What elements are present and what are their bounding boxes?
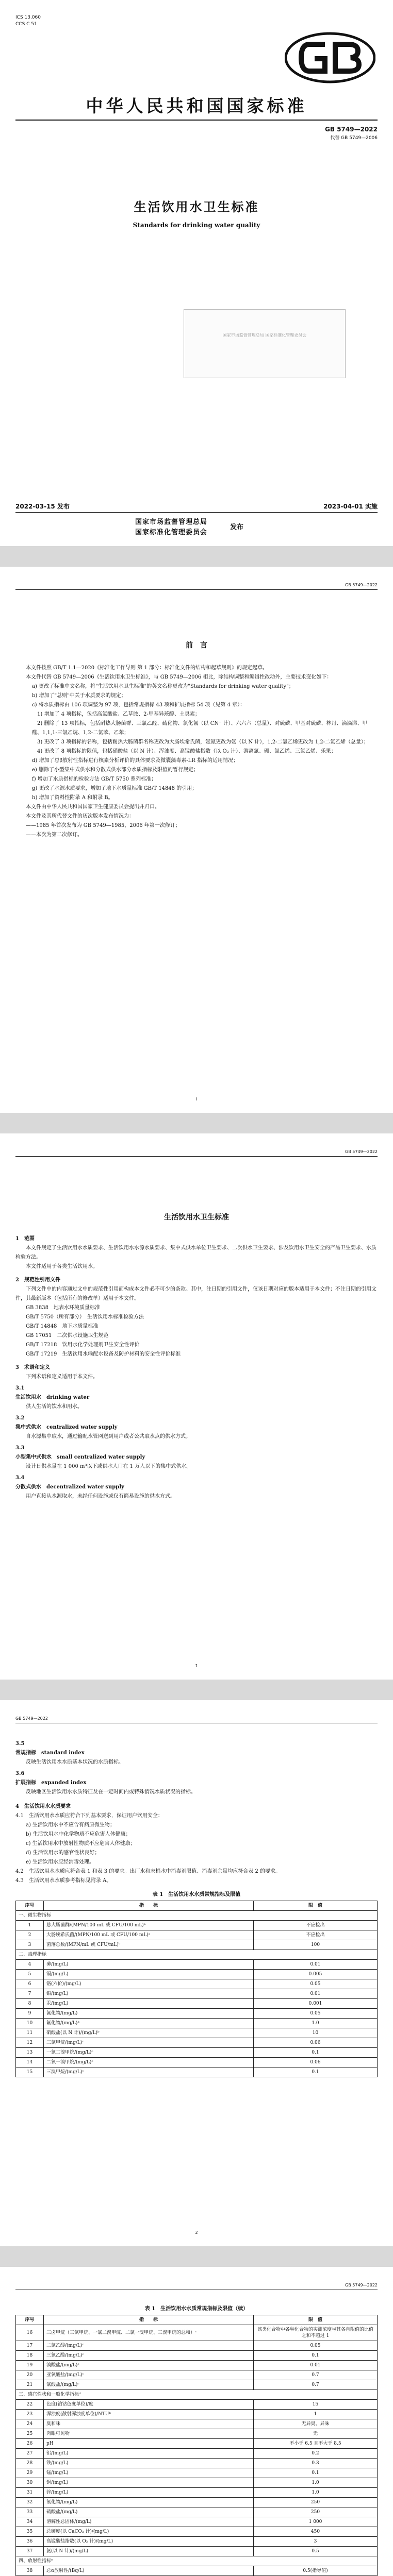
table-header: 序号 <box>16 1901 44 1911</box>
table-row: 11 硝酸盐(以 N 计)/(mg/L)ᵇ 10 <box>16 2028 378 2038</box>
foreword-page <box>0 567 393 1113</box>
table-section: 三、感官性状和一般化学指标ᵈ <box>16 2390 378 2400</box>
term-entry <box>15 1739 378 1767</box>
term-en: standard index <box>41 1750 85 1756</box>
section-2-para: 下列文件中的内容通过文中的规范性引用而构成本文件必不可少的条款。其中，注日期的引用文件，仅该日期对应的版本适用于本文件；不注日期的引用文件，其最新版本（包括所有的修改单）适用于本文件。 <box>15 1286 376 1301</box>
term-cn: 常规指标 <box>15 1750 36 1756</box>
section-4-title: 4 生活饮用水水质要求 <box>15 1804 71 1809</box>
seal-box <box>184 309 346 378</box>
implement-date: 2023-04-01 实施 <box>323 503 378 510</box>
term-entry <box>15 1473 378 1501</box>
table-row: 4 砷/(mg/L) 0.01 <box>16 1960 378 1970</box>
foreword-item: f) 增加了水质指标的检验方法 GB/T 5750 系列标准； <box>32 776 157 782</box>
term-entry <box>15 1769 378 1797</box>
table-row: 25 肉眼可见物 无 <box>16 2429 378 2439</box>
standard-title-cn: 生活饮用水卫生标准 <box>134 199 259 214</box>
section-2-title: 2 规范性引用文件 <box>15 1277 60 1283</box>
foreword-item: 3) 更改了 3 项指标的名称，包括耐热大肠菌群名称更改为大肠埃希氏菌，氨氮更改为氨（以 N 计），1,2-二氯乙烯更改为 1,2-二氯乙烯（总量）； <box>32 739 369 745</box>
foreword-para-4: 本文件及其所代替文件的历次版本发布情况为： <box>26 814 134 819</box>
table-row: 36 高锰酸盐指数(以 O₂ 计)/(mg/L) 3 <box>16 2537 378 2547</box>
term-en: small centralized water supply <box>57 1454 145 1460</box>
history-item: ——本次为第二次修订。 <box>26 832 83 838</box>
section-1-title: 1 范围 <box>15 1236 35 1242</box>
page-number: 1 <box>195 1664 198 1668</box>
table-1-continued <box>15 2315 378 2576</box>
term-en: decentralized water supply <box>46 1484 124 1490</box>
foreword-item: 2) 删除了 13 项指标，包括耐热大肠菌群、三氯乙醛、硫化物、氯化氰（以 CN⁻ 计）、六六六（总量）、对硫磷、甲基对硫磷、林丹、滴滴涕、甲醛、1,1,1-三氯乙烷、1,2-二氯苯、乙苯； <box>32 721 368 736</box>
foreword-body <box>15 664 378 840</box>
clause: 4.3 生活饮用水水质参考指标见附录 A。 <box>15 1878 112 1884</box>
term-no: 3.1 <box>15 1385 25 1391</box>
issuer-2: 国家标准化管理委员会 <box>135 529 208 536</box>
ccs-code: CCS C 51 <box>15 22 37 27</box>
term-en: drinking water <box>46 1395 90 1400</box>
page-number: I <box>195 1097 198 1101</box>
clause: 4.2 生活饮用水水质应符合表 1 和表 3 的要求。出厂水和末梢水中消毒剂限值、消毒剂余量均应符合表 2 的要求。 <box>15 1869 281 1874</box>
table-row: 1 总大肠菌群/(MPN/100 mL 或 CFU/100 mL)ᵃ 不应检出 <box>16 1921 378 1930</box>
page-header-code: GB 5749—2022 <box>345 2283 378 2287</box>
term-def: 设计日供水量在 1 000 m³以下或供水人口在 1 万人以下的集中式供水。 <box>26 1464 192 1469</box>
section-3-intro: 下列术语和定义适用于本文件。 <box>26 1374 98 1380</box>
table-row: 8 汞/(mg/L) 0.001 <box>16 1999 378 2009</box>
main-title: 生活饮用水卫生标准 <box>164 1213 229 1222</box>
term-entry <box>15 1414 378 1442</box>
ref-item: GB/T 5750（所有部分） 生活饮用水标准检验方法 <box>26 1314 144 1320</box>
ref-item: GB 17051 二次供水设施卫生规范 <box>26 1333 109 1338</box>
term-entry <box>15 1444 378 1471</box>
main-page-1 <box>0 1133 393 1680</box>
table-row: 19 溴酸盐/(mg/L)ᶜ 0.01 <box>16 2361 378 2370</box>
foreword-item: e) 删除了小型集中式供水和分散式供水部分水质指标及限值的暂行规定； <box>32 767 199 773</box>
page-number: 2 <box>195 2230 198 2235</box>
table-row: 23 浑浊度(散射浑浊度单位)/NTUᵇ 1 <box>16 2410 378 2419</box>
term-def: 供人生活的饮水和用水。 <box>26 1404 83 1410</box>
page-header-code: GB 5749—2022 <box>345 1149 378 1154</box>
table-row: 10 氟化物/(mg/L)ᵇ 1.0 <box>16 2019 378 2028</box>
foreword-item: c) 将水质指标由 106 项调整为 97 项，包括常规指标 43 项和扩展指标 54 项（见第 4 章）： <box>32 702 245 708</box>
clause: 4.1 生活饮用水水质应符合下列基本要求，保证用户饮用安全： <box>15 1813 163 1819</box>
table-header: 限 值 <box>254 1901 378 1911</box>
foreword-item: b) 增加了"总则"中关于水质要求的规定； <box>32 693 126 699</box>
ref-item: GB 3838 地表水环境质量标准 <box>26 1305 100 1311</box>
table-row: 37 氨(以 N 计)/(mg/L) 0.5 <box>16 2547 378 2556</box>
foreword-para-2: 本文件代替 GB 5749—2006《生活饮用水卫生标准》，与 GB 5749—2006 相比，除结构调整和编辑性改动外，主要技术变化如下： <box>26 674 332 680</box>
table-row: 3 菌落总数/(MPN/mL 或 CFU/mL)ᵇ 100 <box>16 1940 378 1950</box>
section-1-para: 本文件规定了生活饮用水水质要求、生活饮用水水源水质要求、集中式供水单位卫生要求、二次供水卫生要求、涉及饮用水卫生安全的产品卫生要求、水质检验方法。 <box>15 1245 376 1260</box>
table-header: 指 标 <box>44 1901 254 1911</box>
table-row: 5 镉/(mg/L) 0.005 <box>16 1970 378 1979</box>
term-cn: 集中式供水 <box>15 1425 41 1430</box>
table-row: 12 三氯甲烷/(mg/L)ᶜ 0.06 <box>16 2038 378 2048</box>
term-no: 3.4 <box>15 1475 25 1481</box>
table-1 <box>15 1901 378 2077</box>
term-no: 3.5 <box>15 1741 25 1747</box>
standard-number: GB 5749—2022 <box>325 126 378 133</box>
foreword-para-3: 本文件由中华人民共和国国家卫生健康委员会提出并归口。 <box>26 804 160 810</box>
ref-item: GB/T 17219 生活饮用水输配水设备及防护材料的安全性评价标准 <box>26 1351 181 1357</box>
term-cn: 小型集中式供水 <box>15 1454 52 1460</box>
term-en: expanded index <box>41 1780 87 1786</box>
table-row: 26 pH 不小于 6.5 且不大于 8.5 <box>16 2439 378 2449</box>
gb-logo-icon <box>285 32 375 83</box>
table-section: 一、微生物指标 <box>16 1911 378 1921</box>
clause-item: a) 生活饮用水中不应含有病原微生物； <box>26 1822 116 1828</box>
page-header-code: GB 5749—2022 <box>345 583 378 587</box>
term-def: 反映生活饮用水水质基本状况的水质指标。 <box>26 1759 124 1765</box>
foreword-item: g) 更改了水源水质要求，增加了地下水质量标准 GB/T 14848 的引用； <box>32 786 198 791</box>
replaces-note: 代替 GB 5749—2006 <box>330 135 378 141</box>
section-1-para: 本文件适用于各类生活饮用水。 <box>26 1264 98 1269</box>
table-row: 22 色度(铂钴色度单位)/度 15 <box>16 2400 378 2410</box>
term-def: 反映地区生活饮用水水质特征及在一定时间内或特殊情况水质状况的指标。 <box>26 1789 196 1795</box>
foreword-title: 前 言 <box>186 641 207 650</box>
clause-item: e) 生活饮用水应经消毒处理。 <box>26 1859 94 1865</box>
term-no: 3.6 <box>15 1771 25 1776</box>
table-row: 17 二氯乙酸/(mg/L)ᶜ 0.05 <box>16 2341 378 2351</box>
clause-item: b) 生活饮用水中化学物质不应危害人体健康； <box>26 1832 131 1837</box>
table-row: 6 铬(六价)/(mg/L) 0.05 <box>16 1979 378 1989</box>
term-cn: 分散式供水 <box>15 1484 41 1490</box>
history-item: ——1985 年首次发布为 GB 5749—1985，2006 年第一次修订； <box>26 823 181 828</box>
table-1-caption: 表 1 生活饮用水水质常规指标及限值 <box>152 1892 241 1897</box>
table-row: 27 铝/(mg/L) 0.2 <box>16 2449 378 2459</box>
table-row: 18 三氯乙酸/(mg/L)ᶜ 0.1 <box>16 2351 378 2361</box>
foreword-item: 1) 增加了 4 项指标，包括高氯酸盐、乙草胺、2-甲基异莰醇、土臭素； <box>32 711 200 717</box>
table-row: 35 总硬度(以 CaCO₃ 计)/(mg/L) 450 <box>16 2527 378 2537</box>
standard-title-en: Standards for drinking water quality <box>133 222 260 229</box>
table-row: 21 氯酸盐/(mg/L)ᶜ 0.7 <box>16 2380 378 2390</box>
section-3-title: 3 术语和定义 <box>15 1365 50 1370</box>
table-row: 30 铜/(mg/L) 1.0 <box>16 2478 378 2488</box>
term-def: 自水源集中取水，通过输配水管网送到用户或者公共取水点的供水方式。 <box>26 1434 191 1439</box>
table-row: 32 氯化物/(mg/L) 250 <box>16 2498 378 2507</box>
foreword-item: a) 更改了标准中文名称，将"生活饮用水卫生标准"的英文名称更改为"Standards for drinking water quality"； <box>32 684 294 689</box>
ref-item: GB/T 14848 地下水质量标准 <box>26 1324 99 1329</box>
term-no: 3.2 <box>15 1415 25 1421</box>
table-row: 33 硫酸盐/(mg/L) 250 <box>16 2507 378 2517</box>
table-row: 13 一氯二溴甲烷/(mg/L)ᶜ 0.1 <box>16 2048 378 2058</box>
page-header-code: GB 5749—2022 <box>15 1716 48 1721</box>
table-header: 序号 <box>16 2315 44 2325</box>
clause-item: c) 生活饮用水中放射性物质不应危害人体健康； <box>26 1841 136 1846</box>
table-section: 四、放射性指标ᵉ <box>16 2556 378 2566</box>
issuer-1: 国家市场监督管理总局 <box>135 518 208 526</box>
main-page-2 <box>0 1700 393 2246</box>
table-row: 31 锌/(mg/L) 1.0 <box>16 2488 378 2498</box>
term-def: 用户直接从水源取水，未经任何设施或仅有简易设施的供水方式。 <box>26 1494 175 1499</box>
main-body <box>15 1234 378 1501</box>
table-row: 15 三溴甲烷/(mg/L)ᶜ 0.1 <box>16 2067 378 2077</box>
cover-page <box>0 0 393 546</box>
main-body-2 <box>15 1739 378 2077</box>
foreword-item: h) 增加了资料性附录 A 和附录 B。 <box>32 795 113 801</box>
term-entry <box>15 1384 378 1412</box>
table-row: 16 三卤甲烷（三氯甲烷、一氯二溴甲烷、二氯一溴甲烷、三溴甲烷的总和）ᶜ 该类化合物中各种化合物的实测浓度与其各自限值的比值之和不超过 1 <box>16 2325 378 2341</box>
foreword-item: d) 增加了总β放射性指标进行核素分析评价的具体要求及微囊藻毒素-LR 指标的适用情况； <box>32 758 238 764</box>
table-row: 7 铅/(mg/L) 0.01 <box>16 1989 378 1999</box>
ref-item: GB/T 17218 饮用水化学处理剂卫生安全性评价 <box>26 1342 140 1348</box>
ics-code: ICS 13.060 <box>15 15 41 20</box>
term-cn: 生活饮用水 <box>15 1395 41 1400</box>
publish-date: 2022-03-15 发布 <box>15 503 70 510</box>
term-no: 3.3 <box>15 1445 25 1451</box>
main-page-3 <box>0 2267 393 2576</box>
seal-text: 国家市场监督管理总局 国家标准化管理委员会 <box>222 333 307 337</box>
table-header: 指 标 <box>44 2315 254 2325</box>
table-row: 34 溶解性总固体/(mg/L) 1 000 <box>16 2517 378 2527</box>
table-row: 14 二氯一溴甲烷/(mg/L)ᶜ 0.06 <box>16 2058 378 2067</box>
table-row: 28 铁/(mg/L) 0.3 <box>16 2459 378 2468</box>
foreword-para-1: 本文件按照 GB/T 1.1—2020《标准化工作导则 第 1 部分：标准化文件的结构和起草规则》的规定起草。 <box>26 665 268 671</box>
table-1-cont-caption: 表 1 生活饮用水水质常规指标及限值（续） <box>144 2306 249 2312</box>
table-row: 24 臭和味 无异臭、异味 <box>16 2419 378 2429</box>
national-standard-title: 中华人民共和国国家标准 <box>86 96 307 116</box>
table-header: 限 值 <box>254 2315 378 2325</box>
clause-item: d) 生活饮用水的感官性状良好； <box>26 1850 100 1856</box>
table-row: 9 氰化物/(mg/L) 0.05 <box>16 2009 378 2019</box>
term-cn: 扩展指标 <box>15 1780 36 1786</box>
table-row: 38 总α放射性/(Bq/L) 0.5(指导值) <box>16 2566 378 2576</box>
table-row: 29 锰/(mg/L) 0.1 <box>16 2468 378 2478</box>
term-en: centralized water supply <box>46 1425 118 1430</box>
table-section: 二、毒理指标 <box>16 1950 378 1960</box>
table-row: 2 大肠埃希氏菌/(MPN/100 mL 或 CFU/100 mL)ᵃ 不应检出 <box>16 1930 378 1940</box>
main-body-3 <box>15 2304 378 2576</box>
issuer-suffix: 发布 <box>230 523 244 531</box>
foreword-item: 4) 更改了 8 项指标的限值，包括硝酸盐（以 N 计）、浑浊度、高锰酸盐指数（以 O₂ 计）、游离氯、硼、氯乙烯、三氯乙烯、乐果； <box>32 749 336 754</box>
table-row: 20 亚氯酸盐/(mg/L)ᶜ 0.7 <box>16 2370 378 2380</box>
